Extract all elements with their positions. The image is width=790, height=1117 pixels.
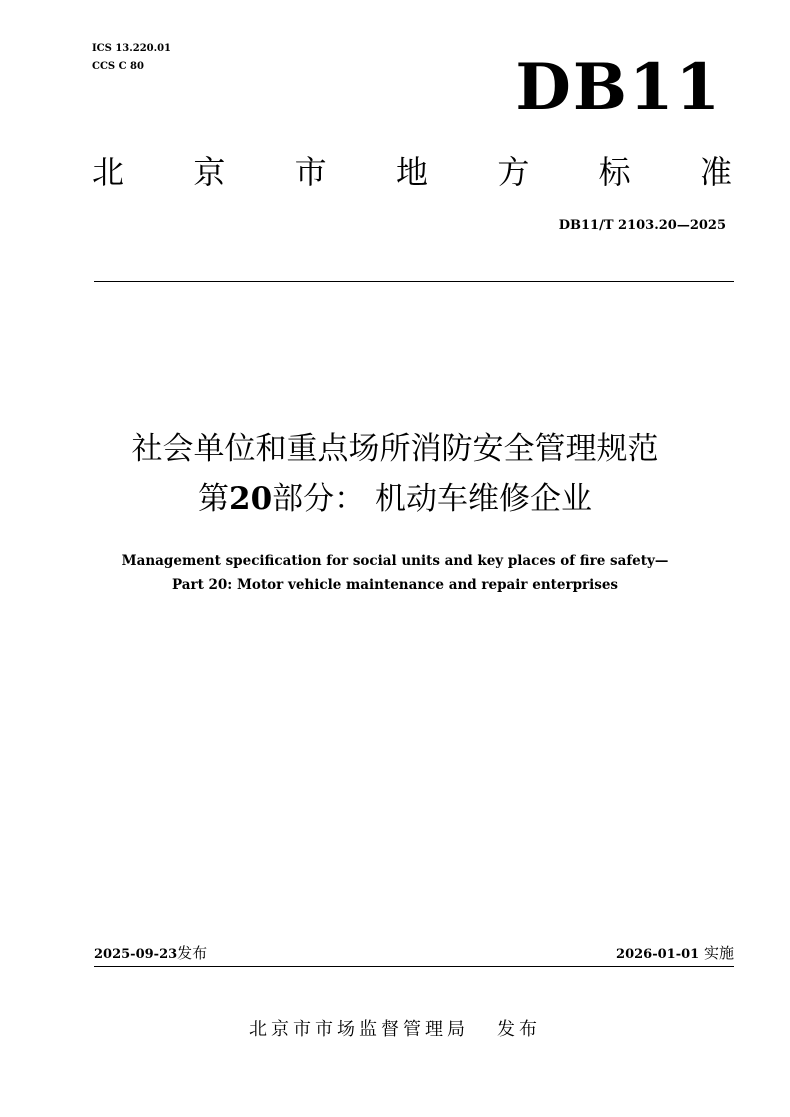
standard-type-char: 标 [598,153,631,191]
implement-date: 2026-01-01 [616,947,700,962]
issuer [0,1016,790,1044]
publish-date: 2025-09-23 [94,947,178,962]
part-prefix: 第 [198,481,229,517]
english-title-line2: Part 20: Motor vehicle maintenance and repair enterprises [171,577,619,593]
standard-type-char: 京 [193,153,226,191]
date-row [94,942,734,966]
standard-type-char: 市 [294,153,327,191]
publish-date-block [94,942,207,966]
chinese-title-line2 [0,474,790,524]
header-divider [94,281,734,282]
standard-type-char: 方 [497,153,530,191]
footer-divider [94,966,734,967]
standard-type [92,150,732,194]
part-number: 20 [229,481,273,517]
english-title-line1: Management specification for social units and key places of fire safety— [121,553,669,569]
chinese-title-line1: 社会单位和重点场所消防安全管理规范 [131,431,659,467]
standard-mark: DB11 [515,50,722,125]
issuer-name: 北京市市场监督管理局 [249,1019,469,1040]
part-suffix: 部分： 机动车维修企业 [272,481,592,517]
ccs-code: CCS C 80 [92,61,144,72]
issuer-action: 发布 [497,1019,541,1040]
standard-type-char: 地 [395,153,428,191]
publish-label: 发布 [177,944,208,962]
ics-code: ICS 13.220.01 [92,43,172,54]
classification-codes [92,40,171,76]
standard-type-char: 北 [92,153,125,191]
standard-type-char: 准 [699,153,732,191]
standard-number: DB11/T 2103.20—2025 [558,218,726,233]
implement-date-block [616,942,734,966]
implement-label: 实施 [703,944,734,962]
chinese-title [0,424,790,524]
english-title [0,549,790,597]
